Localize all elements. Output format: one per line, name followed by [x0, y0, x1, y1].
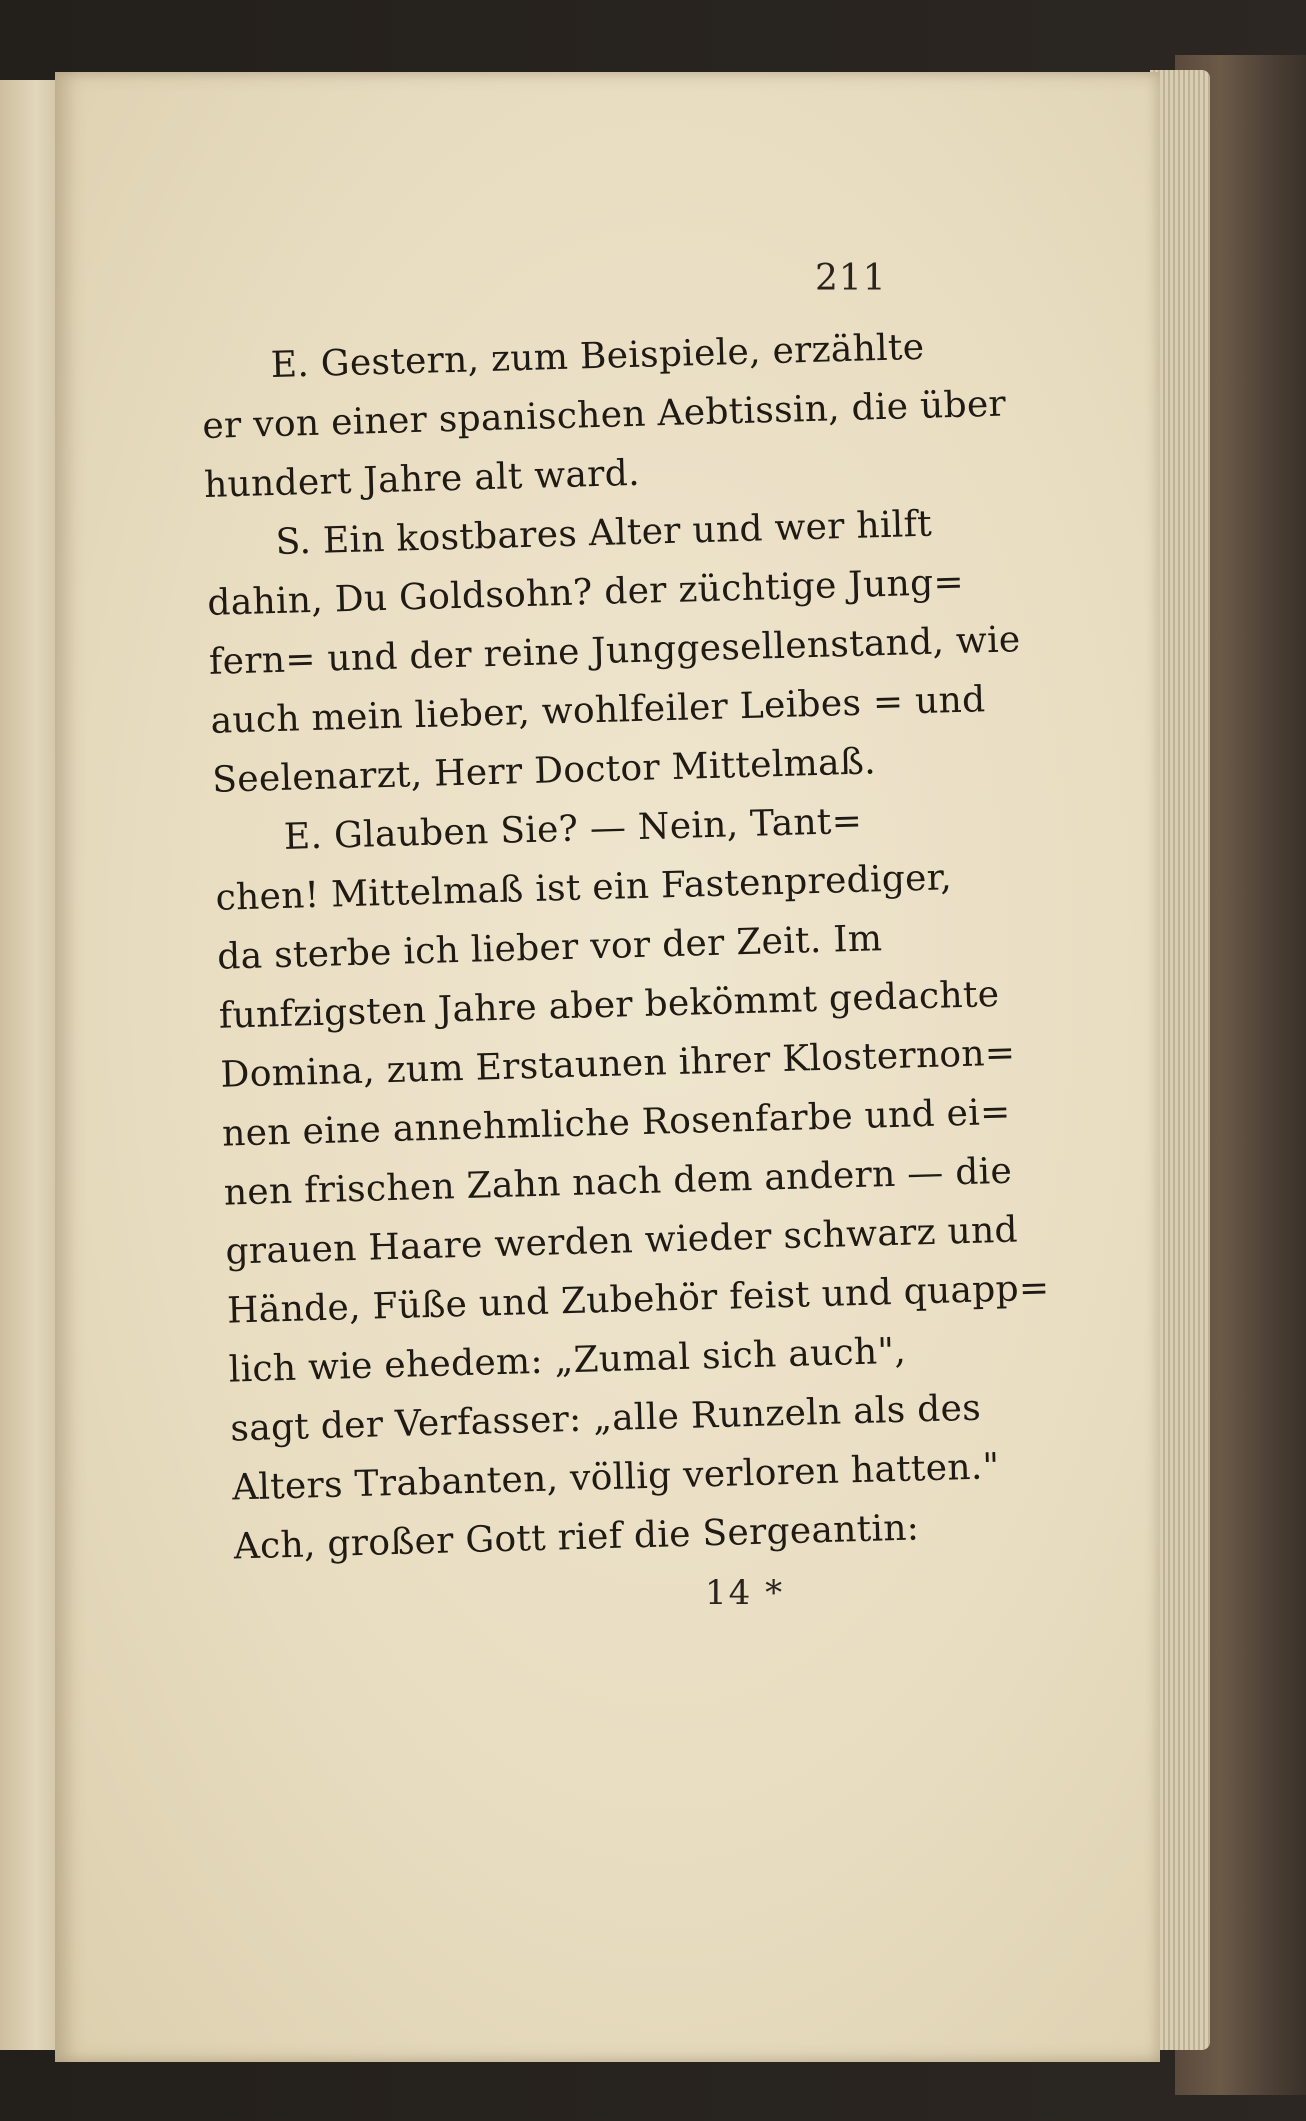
text-line: sagt der Verfasser: „alle Runzeln als des — [229, 1387, 982, 1450]
text-line: Seelenarzt, Herr Doctor Mittelmaß. — [211, 741, 877, 801]
text-line: S. Ein kostbares Alter und wer hilft — [275, 503, 933, 563]
page-number: 211 — [815, 258, 887, 299]
text-line: chen! Mittelmaß ist ein Fastenprediger, — [215, 857, 953, 919]
left-page-edge — [0, 80, 60, 2050]
text-line: auch mein lieber, wohlfeiler Leibes = und — [210, 679, 986, 742]
text-line: Alters Trabanten, völlig verloren hatten." — [231, 1446, 1000, 1509]
text-line: Ach, großer Gott rief die Sergeantin: — [233, 1507, 920, 1568]
text-line: Hände, Füße und Zubehör feist und quapp= — [226, 1267, 1050, 1332]
text-line: da sterbe ich lieber vor der Zeit. Im — [216, 918, 883, 978]
text-line: fern= und der reine Junggesellenstand, wie — [208, 619, 1022, 683]
text-line: hundert Jahre alt ward. — [203, 452, 641, 506]
text-line: grauen Haare werden wieder schwarz und — [224, 1209, 1019, 1273]
text-line: dahin, Du Goldsohn? der züchtige Jung= — [206, 561, 965, 624]
text-body — [200, 317, 1050, 1576]
text-line: er von einer spanischen Aebtissin, die über — [201, 383, 1007, 447]
text-line: nen frischen Zahn nach dem andern — die — [223, 1150, 1013, 1214]
text-line: lich wie ehedem: „Zumal sich auch", — [228, 1330, 907, 1391]
text-line: Domina, zum Erstaunen ihrer Klosternon= — [220, 1032, 1016, 1096]
signature-mark: 14 * — [705, 1573, 785, 1613]
text-line: E. Glauben Sie? — Nein, Tant= — [283, 800, 863, 858]
text-line: nen eine annehmliche Rosenfarbe und ei= — [221, 1091, 1012, 1155]
text-line: E. Gestern, zum Beispiele, erzählte — [270, 326, 925, 387]
text-line: funfzigsten Jahre aber bekömmt gedachte — [218, 973, 1000, 1037]
